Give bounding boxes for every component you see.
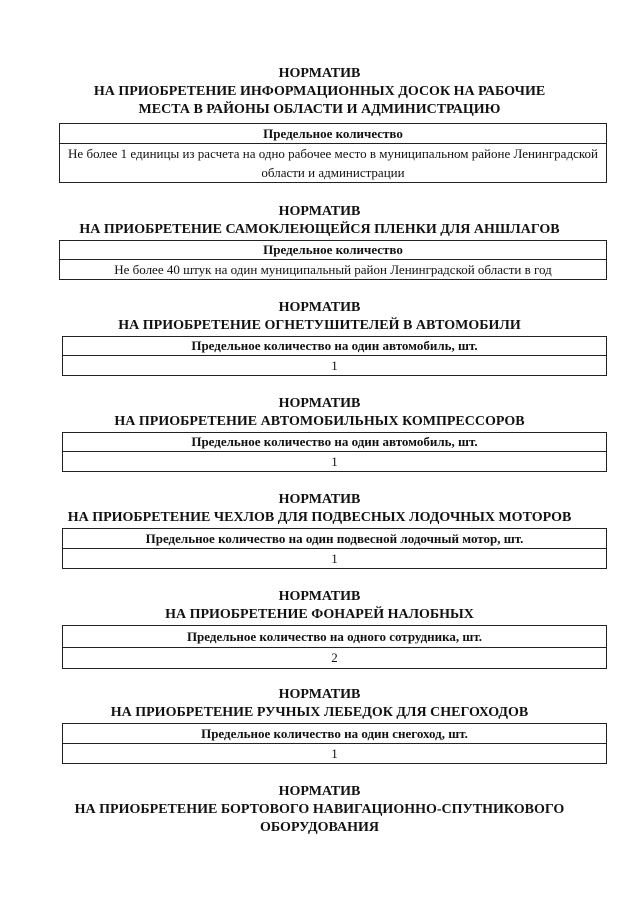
section-2-column-header: Предельное количество: [60, 241, 607, 260]
section-1-value: Не более 1 единицы из расчета на одно рабочее место в муниципальном районе Ленинградской области и администрации: [60, 144, 607, 183]
section-1-title: [0, 65, 639, 119]
section-6-column-header: Предельное количество на одного сотрудника, шт.: [63, 626, 607, 648]
section-6-value: 2: [63, 648, 607, 669]
section-3-title: [0, 299, 639, 335]
section-1-heading: НОРМАТИВ: [278, 66, 361, 81]
section-3-column-header: Предельное количество на один автомобиль, шт.: [63, 337, 607, 356]
section-3-subtitle-line-1: НА ПРИОБРЕТЕНИЕ ОГНЕТУШИТЕЛЕЙ В АВТОМОБИЛИ: [118, 318, 521, 333]
section-4-title: [0, 395, 639, 431]
section-5-title: [0, 491, 639, 527]
section-8-title: [0, 783, 639, 837]
section-5-column-header: Предельное количество на один подвесной лодочный мотор, шт.: [63, 529, 607, 549]
section-4-value: 1: [63, 452, 607, 472]
section-3-heading: НОРМАТИВ: [278, 300, 361, 315]
section-6-title: [0, 588, 639, 624]
section-2-value: Не более 40 штук на один муниципальный район Ленинградской области в год: [60, 260, 607, 280]
section-1-subtitle-line-1: НА ПРИОБРЕТЕНИЕ ИНФОРМАЦИОННЫХ ДОСОК НА РАБОЧИЕ: [93, 84, 546, 99]
section-4-table: [62, 432, 607, 472]
section-4-column-header: Предельное количество на один автомобиль, шт.: [63, 433, 607, 452]
section-5-table: [62, 528, 607, 569]
section-5-value: 1: [63, 549, 607, 569]
section-7-value: 1: [63, 744, 607, 764]
section-2-subtitle-line-1: НА ПРИОБРЕТЕНИЕ САМОКЛЕЮЩЕЙСЯ ПЛЕНКИ ДЛЯ АНШЛАГОВ: [79, 222, 560, 237]
section-7-subtitle-line-1: НА ПРИОБРЕТЕНИЕ РУЧНЫХ ЛЕБЕДОК ДЛЯ СНЕГОХОДОВ: [110, 705, 529, 720]
section-8-heading: НОРМАТИВ: [278, 784, 361, 799]
section-1-column-header: Предельное количество: [60, 124, 607, 144]
section-7-table: [62, 723, 607, 764]
section-5-heading: НОРМАТИВ: [278, 492, 361, 507]
section-4-heading: НОРМАТИВ: [278, 396, 361, 411]
section-8-subtitle-line-1: НА ПРИОБРЕТЕНИЕ БОРТОВОГО НАВИГАЦИОННО-СПУТНИКОВОГО: [74, 802, 565, 817]
section-7-heading: НОРМАТИВ: [278, 687, 361, 702]
section-3-table: [62, 336, 607, 376]
section-5-subtitle-line-1: НА ПРИОБРЕТЕНИЕ ЧЕХЛОВ ДЛЯ ПОДВЕСНЫХ ЛОДОЧНЫХ МОТОРОВ: [67, 510, 572, 525]
section-3-value: 1: [63, 356, 607, 376]
section-7-title: [0, 686, 639, 722]
section-6-subtitle-line-1: НА ПРИОБРЕТЕНИЕ ФОНАРЕЙ НАЛОБНЫХ: [165, 607, 474, 622]
section-8-subtitle-line-2: ОБОРУДОВАНИЯ: [260, 820, 379, 835]
section-4-subtitle-line-1: НА ПРИОБРЕТЕНИЕ АВТОМОБИЛЬНЫХ КОМПРЕССОРОВ: [114, 414, 525, 429]
section-1-table: [59, 123, 607, 183]
section-2-table: [59, 240, 607, 280]
section-2-heading: НОРМАТИВ: [278, 204, 361, 219]
section-6-heading: НОРМАТИВ: [278, 589, 361, 604]
section-2-title: [0, 203, 639, 239]
section-1-subtitle-line-2: МЕСТА В РАЙОНЫ ОБЛАСТИ И АДМИНИСТРАЦИЮ: [138, 102, 501, 117]
section-7-column-header: Предельное количество на один снегоход, шт.: [63, 724, 607, 744]
section-6-table: [62, 625, 607, 669]
